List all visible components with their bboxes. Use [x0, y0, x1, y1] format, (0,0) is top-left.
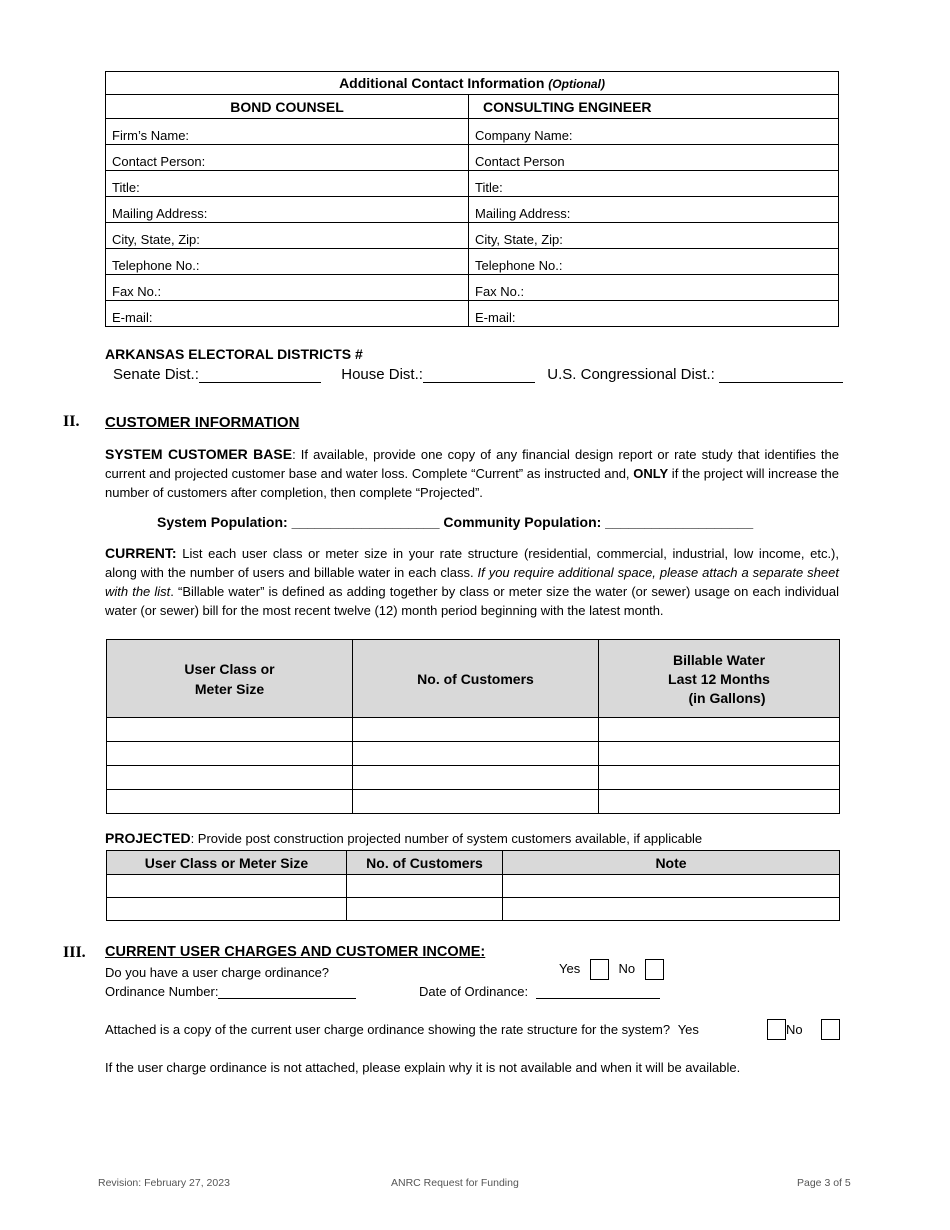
- attached-yes-label: Yes: [677, 1022, 699, 1037]
- base-text-1: : If available, provide one copy of any financial design report or rate study that identifies the current and projected customer base and water loss. Complete “Current” as instructed and,: [105, 447, 839, 481]
- ordinance-number-line: [105, 984, 356, 999]
- ordinance-yes-checkbox[interactable]: [590, 959, 609, 980]
- current-text-2: . “Billable water” is defined as adding together by class or meter size the water (or sewer) usage on each individual water (or sewer) bill for the most recent twelve (12) month period beginning with the latest month.: [105, 584, 839, 618]
- bond-fax-field[interactable]: Fax No.:: [106, 275, 469, 301]
- table-cell[interactable]: [353, 790, 599, 814]
- ordinance-yes-label: Yes: [559, 960, 581, 976]
- engineer-fax-field[interactable]: Fax No.:: [469, 275, 839, 301]
- table-row: [107, 718, 840, 742]
- table-cell[interactable]: [107, 790, 353, 814]
- projected-user-class-header: User Class or Meter Size: [107, 851, 347, 875]
- attached-ordinance-question: Attached is a copy of the current user charge ordinance showing the rate structure for the system?: [105, 1022, 671, 1037]
- ordinance-date-label: Date of Ordinance:: [419, 984, 529, 999]
- table-row: [107, 742, 840, 766]
- current-customers-table: [106, 639, 840, 814]
- table-cell[interactable]: [599, 742, 840, 766]
- attached-yes-checkbox[interactable]: [767, 1019, 786, 1040]
- table-row: [107, 875, 840, 898]
- current-label: CURRENT:: [105, 545, 177, 561]
- engineer-telephone-field[interactable]: Telephone No.:: [469, 249, 839, 275]
- table-cell[interactable]: [107, 875, 347, 898]
- projected-text: : Provide post construction projected number of system customers available, if applicable: [190, 831, 703, 846]
- footer-revision: Revision: February 27, 2023: [98, 1177, 230, 1189]
- table-cell[interactable]: [503, 875, 840, 898]
- base-only-emphasis: ONLY: [633, 466, 669, 481]
- projected-note-header: Note: [503, 851, 840, 875]
- electoral-districts-heading: ARKANSAS ELECTORAL DISTRICTS #: [105, 346, 363, 362]
- system-customer-base-paragraph: [105, 445, 839, 502]
- table-cell[interactable]: [353, 718, 599, 742]
- current-italic-text: If you require additional space, please attach a separate sheet with the list: [105, 565, 839, 599]
- table-cell[interactable]: [107, 898, 347, 921]
- house-dist-input[interactable]: [423, 368, 535, 383]
- table-cell[interactable]: [107, 766, 353, 790]
- ordinance-date-line: [419, 984, 660, 999]
- table-cell[interactable]: [599, 766, 840, 790]
- attached-ordinance-question-line: [105, 1022, 699, 1037]
- system-customer-base-label: SYSTEM CUSTOMER BASE: [105, 446, 293, 462]
- table-cell[interactable]: [503, 898, 840, 921]
- system-population-field[interactable]: System Population: ___________________: [157, 514, 440, 530]
- section-2-number: II.: [63, 413, 80, 430]
- population-line: [157, 514, 753, 530]
- engineer-city-state-zip-field[interactable]: City, State, Zip:: [469, 223, 839, 249]
- bond-title-field[interactable]: Title:: [106, 171, 469, 197]
- house-dist-label: House Dist.:: [341, 366, 423, 383]
- senate-dist-input[interactable]: [199, 368, 321, 383]
- bond-mailing-address-field[interactable]: Mailing Address:: [106, 197, 469, 223]
- attached-no-label: No: [786, 1022, 803, 1037]
- contact-title-note: (Optional): [548, 77, 605, 91]
- user-class-header-line2: Meter Size: [194, 680, 265, 697]
- billable-water-header-line1: Billable Water: [672, 651, 766, 668]
- attached-no-checkbox[interactable]: [821, 1019, 840, 1040]
- table-cell[interactable]: [107, 718, 353, 742]
- engineer-title-field[interactable]: Title:: [469, 171, 839, 197]
- footer-page-number: Page 3 of 5: [797, 1177, 851, 1189]
- bond-firm-name-field[interactable]: Firm’s Name:: [106, 119, 469, 145]
- billable-water-header: [599, 640, 840, 718]
- contact-title-text: Additional Contact Information: [339, 75, 545, 91]
- table-cell[interactable]: [347, 875, 503, 898]
- projected-customers-header: No. of Customers: [347, 851, 503, 875]
- bond-city-state-zip-field[interactable]: City, State, Zip:: [106, 223, 469, 249]
- customers-header: No. of Customers: [353, 640, 599, 718]
- billable-water-header-line2: Last 12 Months: [668, 670, 770, 687]
- consulting-engineer-header: CONSULTING ENGINEER: [469, 95, 839, 119]
- user-class-header: [107, 640, 353, 718]
- user-charge-ordinance-question: Do you have a user charge ordinance?: [105, 965, 330, 980]
- additional-contact-table: [105, 71, 839, 327]
- table-cell[interactable]: [347, 898, 503, 921]
- projected-customers-table: [106, 850, 840, 921]
- ordinance-yes-no-group: [559, 959, 664, 980]
- engineer-contact-person-field[interactable]: Contact Person: [469, 145, 839, 171]
- congressional-dist-input[interactable]: [719, 368, 843, 383]
- engineer-company-name-field[interactable]: Company Name:: [469, 119, 839, 145]
- ordinance-number-input[interactable]: [218, 984, 356, 999]
- engineer-email-field[interactable]: E-mail:: [469, 301, 839, 327]
- bond-telephone-field[interactable]: Telephone No.:: [106, 249, 469, 275]
- table-cell[interactable]: [353, 766, 599, 790]
- electoral-districts-line: [113, 366, 843, 383]
- table-cell[interactable]: [353, 742, 599, 766]
- ordinance-number-label: Ordinance Number:: [105, 984, 219, 999]
- community-population-field[interactable]: Community Population: ___________________: [443, 514, 754, 530]
- billable-water-header-line3: (in Gallons): [688, 689, 766, 706]
- bond-counsel-header: BOND COUNSEL: [106, 95, 469, 119]
- section-3-number: III.: [63, 944, 86, 961]
- current-paragraph: [105, 544, 839, 620]
- section-2-title: CUSTOMER INFORMATION: [105, 414, 300, 431]
- footer-title: ANRC Request for Funding: [391, 1177, 519, 1189]
- table-row: [107, 790, 840, 814]
- bond-email-field[interactable]: E-mail:: [106, 301, 469, 327]
- table-row: [107, 898, 840, 921]
- contact-table-title: [106, 72, 839, 95]
- current-text-1: List each user class or meter size in your rate structure (residential, commercial, industrial, low income, etc.), along with the number of users and billable water in each class.: [105, 546, 839, 580]
- ordinance-no-checkbox[interactable]: [645, 959, 664, 980]
- engineer-mailing-address-field[interactable]: Mailing Address:: [469, 197, 839, 223]
- bond-contact-person-field[interactable]: Contact Person:: [106, 145, 469, 171]
- user-class-header-line1: User Class or: [184, 660, 275, 677]
- base-text-2: if the project will increase the number of customers after completion, then complete “Projected”.: [105, 466, 839, 500]
- projected-label: PROJECTED: [105, 830, 191, 846]
- ordinance-explanation-prompt: If the user charge ordinance is not attached, please explain why it is not available and when it will be available.: [105, 1060, 741, 1075]
- ordinance-date-input[interactable]: [536, 984, 660, 999]
- table-cell[interactable]: [599, 790, 840, 814]
- projected-line: [105, 830, 702, 846]
- section-3-title: CURRENT USER CHARGES AND CUSTOMER INCOME:: [105, 944, 486, 960]
- table-cell[interactable]: [599, 718, 840, 742]
- table-cell[interactable]: [107, 742, 353, 766]
- congressional-dist-label: U.S. Congressional Dist.:: [547, 366, 715, 383]
- table-row: [107, 766, 840, 790]
- senate-dist-label: Senate Dist.:: [113, 366, 199, 383]
- ordinance-no-label: No: [618, 960, 636, 976]
